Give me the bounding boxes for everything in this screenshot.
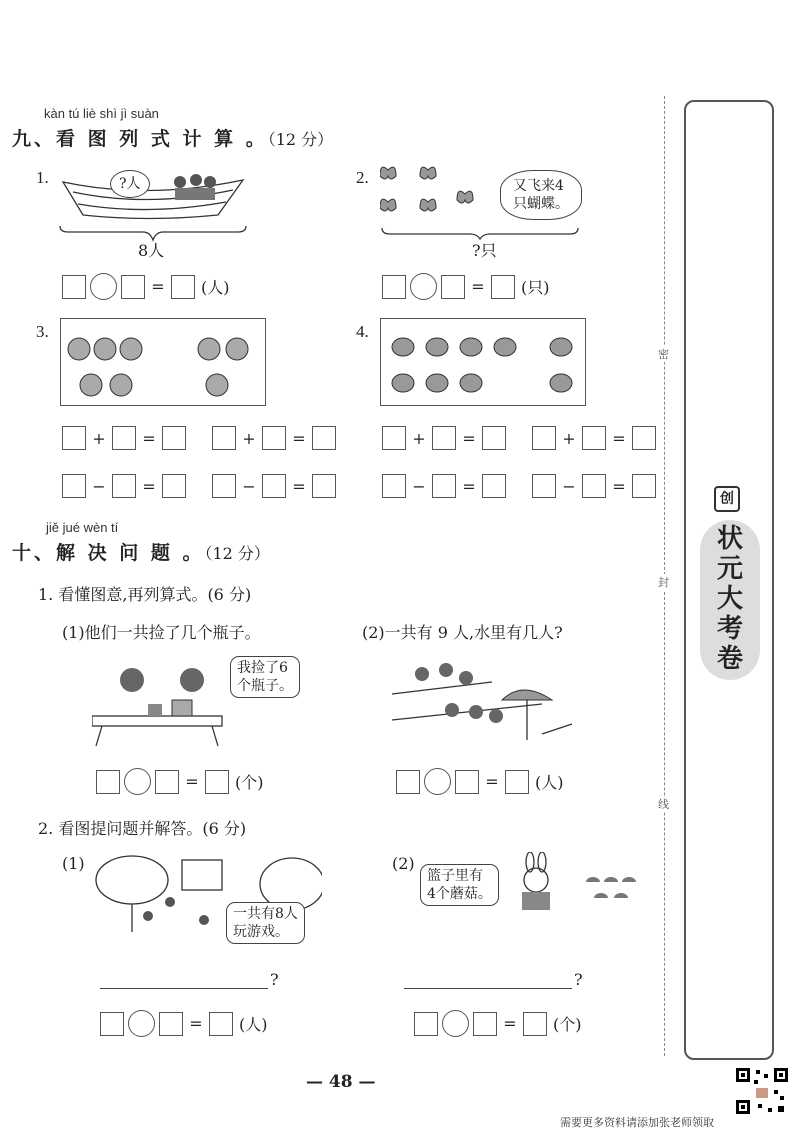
problem2a-label: (1) (62, 854, 85, 873)
brand-logo-icon: 创 (714, 486, 740, 512)
q3-add-box-6[interactable] (312, 426, 336, 450)
q3-sub-box-5[interactable] (262, 474, 286, 498)
q3-sub-row (62, 474, 340, 498)
problem2b-bubble-line2: 4个蘑菇。 (427, 886, 492, 902)
problem2a-unit: (人) (239, 1015, 268, 1034)
q4-sub-box-4[interactable] (532, 474, 556, 498)
q3-plus-2: + (242, 428, 256, 448)
q1-number: 1. (36, 168, 49, 187)
problem2b-bubble-line1: 篮子里有 (427, 868, 483, 884)
q4-sub-box-1[interactable] (382, 474, 406, 498)
q3-equals-1: = (142, 428, 156, 448)
footer-note: 需要更多资料请添加张老师领取 (560, 1116, 714, 1129)
q2-box-1[interactable] (382, 275, 406, 299)
q2-number: 2. (356, 168, 369, 187)
q1-answer-row (62, 273, 234, 300)
q3-sub-box-4[interactable] (212, 474, 236, 498)
q4-sub-box-2[interactable] (432, 474, 456, 498)
q4-add-box-1[interactable] (382, 426, 406, 450)
q3-add-box-4[interactable] (212, 426, 236, 450)
q1-box-1[interactable] (62, 275, 86, 299)
problem1b-label: (2)一共有 9 人,水里有几人? (362, 623, 563, 642)
section9-points: （12 分） (267, 130, 334, 149)
q4-add-box-2[interactable] (432, 426, 456, 450)
seal-mark-1: 密 (658, 348, 669, 361)
q4-equals-3: = (462, 476, 476, 496)
problem2b-operator-circle[interactable] (442, 1010, 469, 1037)
problem1a-kids-table-figure (92, 660, 242, 750)
q3-add-box-2[interactable] (112, 426, 136, 450)
section10-pinyin: jiě jué wèn tí (46, 520, 119, 535)
q2-box-2[interactable] (441, 275, 465, 299)
problem2b-unit: (个) (553, 1015, 582, 1034)
seal-mark-2: 封 (658, 576, 669, 589)
q4-minus-1: − (412, 476, 426, 496)
q4-number: 4. (356, 322, 369, 341)
qr-code-icon (734, 1066, 790, 1116)
problem2b-rabbit-mushrooms-figure (506, 852, 646, 916)
problem2b-box-2[interactable] (473, 1012, 497, 1036)
q4-add-box-3[interactable] (482, 426, 506, 450)
q2-equals: = (471, 277, 485, 296)
q2-operator-circle[interactable] (410, 273, 437, 300)
problem2b-question-line[interactable] (404, 988, 572, 989)
q2-box-result[interactable] (491, 275, 515, 299)
radish-icons (61, 319, 265, 405)
q3-radishes-picture (60, 318, 266, 406)
q1-box-2[interactable] (121, 275, 145, 299)
q3-add-box-3[interactable] (162, 426, 186, 450)
hen-icons (381, 319, 585, 405)
problem2a-bubble-line1: 一共有8人 (233, 906, 298, 922)
q3-equals-3: = (142, 476, 156, 496)
problem1b-box-2[interactable] (455, 770, 479, 794)
problem2b-bubble (420, 864, 499, 906)
q1-unit: (人) (201, 278, 230, 297)
q3-add-row (62, 426, 340, 450)
q3-sub-box-6[interactable] (312, 474, 336, 498)
q2-brace-label: ?只 (472, 241, 497, 260)
q4-add-box-4[interactable] (532, 426, 556, 450)
problem1a-operator-circle[interactable] (124, 768, 151, 795)
problem2a-bubble (226, 902, 305, 944)
problem1b-operator-circle[interactable] (424, 768, 451, 795)
q3-number: 3. (36, 322, 49, 341)
section9-pinyin: kàn tú liè shì jì suàn (44, 106, 159, 121)
problem2b-answer-row (414, 1010, 586, 1037)
problem1a-label: (1)他们一共捡了几个瓶子。 (62, 623, 261, 642)
q3-add-box-5[interactable] (262, 426, 286, 450)
problem2a-operator-circle[interactable] (128, 1010, 155, 1037)
q4-equals-4: = (612, 476, 626, 496)
q3-minus-1: − (92, 476, 106, 496)
q3-equals-2: = (292, 428, 306, 448)
q4-add-row (382, 426, 660, 450)
section9-title (12, 124, 333, 151)
problem1a-equals: = (185, 772, 199, 791)
q4-add-box-5[interactable] (582, 426, 606, 450)
q4-sub-box-6[interactable] (632, 474, 656, 498)
problem1a-bubble (230, 656, 300, 698)
problem2b-question-mark: ? (574, 970, 583, 989)
problem1a-answer-row (96, 768, 268, 795)
section10-points: （12 分） (204, 544, 270, 563)
problem1b-pool-figure (392, 654, 582, 750)
q2-butterflies-figure (380, 162, 490, 232)
q2-unit: (只) (521, 278, 550, 297)
problem1b-unit: (人) (535, 773, 564, 792)
problem2a-equals: = (189, 1014, 203, 1033)
q4-equals-1: = (462, 428, 476, 448)
q3-add-box-1[interactable] (62, 426, 86, 450)
q4-equals-2: = (612, 428, 626, 448)
q4-sub-row (382, 474, 660, 498)
problem1b-answer-row (396, 768, 568, 795)
q4-minus-2: − (562, 476, 576, 496)
q3-equals-4: = (292, 476, 306, 496)
q4-sub-box-5[interactable] (582, 474, 606, 498)
problem1b-equals: = (485, 772, 499, 791)
problem2b-label: (2) (392, 854, 415, 873)
q3-sub-box-1[interactable] (62, 474, 86, 498)
q1-operator-circle[interactable] (90, 273, 117, 300)
page-number: — 48 — (306, 1072, 376, 1092)
problem1a-bubble-line1: 我捡了6 (237, 660, 288, 676)
q3-plus-1: + (92, 428, 106, 448)
problem2a-box-result[interactable] (209, 1012, 233, 1036)
problem1a-box-2[interactable] (155, 770, 179, 794)
q4-sub-box-3[interactable] (482, 474, 506, 498)
problem2a-question-line[interactable] (100, 988, 268, 989)
problem2b-box-result[interactable] (523, 1012, 547, 1036)
problem1b-box-1[interactable] (396, 770, 420, 794)
q2-bubble (500, 170, 582, 220)
q1-brace-label: 8人 (138, 241, 165, 260)
problem1a-box-result[interactable] (205, 770, 229, 794)
problem2a-box-1[interactable] (100, 1012, 124, 1036)
problem1b-box-result[interactable] (505, 770, 529, 794)
problem1-title: 1. 看懂图意,再列算式。(6 分) (38, 585, 252, 604)
brand-name: 状元大考卷 (716, 524, 743, 674)
problem1a-bubble-line2: 个瓶子。 (237, 678, 293, 694)
q4-hens-picture (380, 318, 586, 406)
q4-plus-1: + (412, 428, 426, 448)
section10-title-text: 十、解 决 问 题 。 (12, 542, 205, 564)
problem2a-bubble-line2: 玩游戏。 (233, 924, 289, 940)
section9-title-text: 九、看 图 列 式 计 算 。 (12, 128, 268, 150)
problem1a-box-1[interactable] (96, 770, 120, 794)
q1-box-result[interactable] (171, 275, 195, 299)
problem2b-box-1[interactable] (414, 1012, 438, 1036)
q3-sub-box-3[interactable] (162, 474, 186, 498)
q1-bubble: ?人 (110, 170, 150, 198)
q3-sub-box-2[interactable] (112, 474, 136, 498)
seal-mark-3: 线 (658, 798, 669, 811)
problem2-title: 2. 看图提问题并解答。(6 分) (38, 819, 247, 838)
problem1a-unit: (个) (235, 773, 264, 792)
problem2a-question-mark: ? (270, 970, 279, 989)
q2-answer-row (382, 273, 554, 300)
problem2a-box-2[interactable] (159, 1012, 183, 1036)
q4-plus-2: + (562, 428, 576, 448)
section10-title (12, 538, 270, 565)
q2-bubble-line2: 只蝴蝶。 (513, 196, 569, 212)
q3-minus-2: − (242, 476, 256, 496)
problem2a-answer-row (100, 1010, 272, 1037)
q2-bubble-line1: 又飞来4 (513, 178, 564, 194)
q4-add-box-6[interactable] (632, 426, 656, 450)
problem2b-equals: = (503, 1014, 517, 1033)
q1-equals: = (151, 277, 165, 296)
